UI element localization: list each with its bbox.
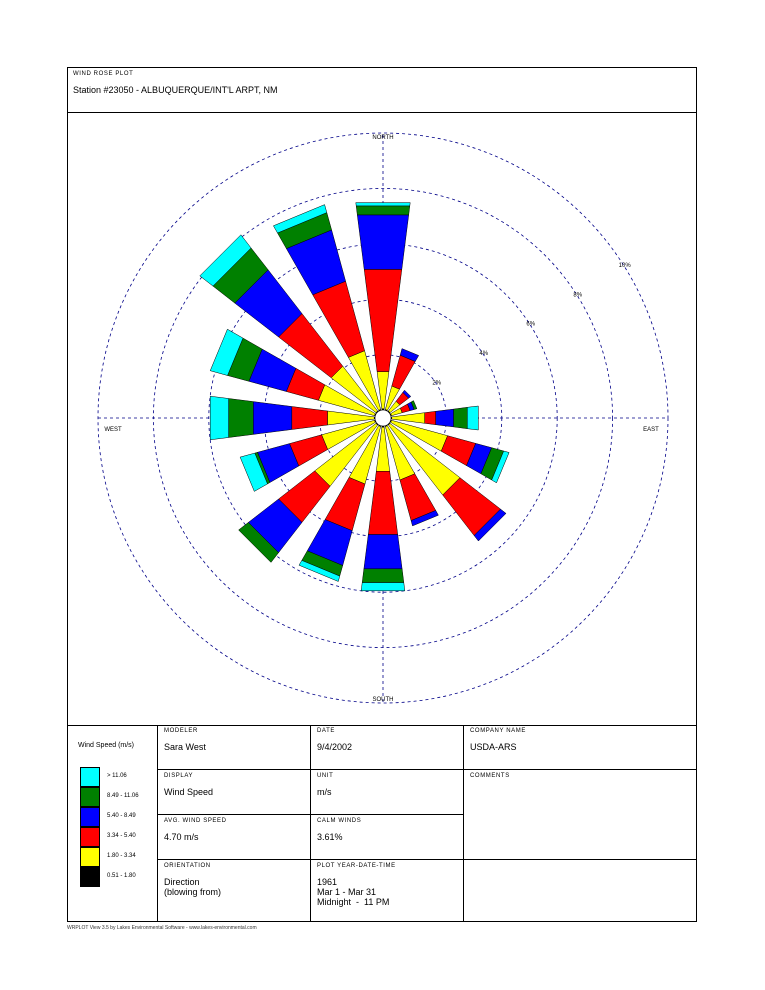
display-label: DISPLAY: [164, 773, 194, 779]
orientation-cell: [158, 860, 311, 922]
wedge-e-bin-5: [467, 406, 478, 430]
calm-circle: [375, 410, 391, 426]
wedge-e-bin-4: [454, 407, 468, 428]
wedge-s-bin-3: [364, 535, 402, 569]
east-label: EAST: [643, 427, 659, 433]
calm-winds-value: 3.61%: [317, 832, 343, 842]
avg-speed-cell: [158, 815, 311, 860]
north-label: NORTH: [372, 135, 394, 141]
legend-item: [80, 827, 160, 847]
legend-title: Wind Speed (m/s): [78, 742, 135, 749]
info-table: [68, 725, 696, 922]
wedge-w-bin-2: [292, 407, 328, 430]
comments-cell: [464, 770, 697, 860]
ring-labels: [432, 263, 631, 386]
wind-rose-frame: [67, 67, 697, 922]
legend-swatch: [80, 847, 100, 867]
calm-winds-cell: [311, 815, 464, 860]
plot-type-label: WIND ROSE PLOT: [73, 71, 134, 77]
legend-item: [80, 847, 160, 867]
date-cell: [311, 725, 464, 770]
unit-cell: [311, 770, 464, 815]
modeler-value: Sara West: [164, 742, 206, 752]
unit-label: UNIT: [317, 773, 334, 779]
wedge-w-bin-4: [229, 399, 254, 438]
wedge-s-bin-4: [362, 569, 404, 583]
legend-label: > 11.06: [107, 773, 127, 779]
ring-label: 6%: [526, 321, 536, 328]
wedge-n-bin-3: [357, 215, 408, 270]
legend-cell: [68, 725, 158, 922]
legend-label: 5.40 - 8.49: [107, 813, 136, 819]
legend-swatch: [80, 827, 100, 847]
display-value: Wind Speed: [164, 787, 214, 797]
legend-swatch: [80, 807, 100, 827]
date-value: 9/4/2002: [317, 742, 353, 752]
blank-cell: [464, 860, 697, 922]
period-value: 1961 Mar 1 - Mar 31 Midnight - 11 PM: [317, 877, 390, 907]
plot-header: [68, 68, 696, 113]
legend-label: 8.49 - 11.06: [107, 793, 139, 799]
modeler-label: MODELER: [164, 728, 198, 734]
wedge-w-bin-3: [253, 402, 291, 435]
west-label: WEST: [104, 427, 122, 433]
legend-item: [80, 767, 160, 787]
wedge-e-bin-3: [436, 409, 454, 427]
legend-item: [80, 867, 160, 887]
legend-swatch: [80, 767, 100, 787]
date-label: DATE: [317, 728, 335, 734]
wedge-s-bin-5: [361, 583, 405, 591]
legend-item: [80, 807, 160, 827]
avg-speed-value: 4.70 m/s: [164, 832, 199, 842]
ring-label: 4%: [479, 351, 489, 358]
legend-swatch: [80, 867, 100, 887]
wedge-nne-bin-2: [392, 355, 415, 389]
station-title: Station #23050 - ALBUQUERQUE/INT'L ARPT, NM: [73, 85, 278, 95]
legend-label: 0.51 - 1.80: [107, 873, 136, 879]
wedge-n-bin-4: [356, 206, 410, 215]
calm-winds-label: CALM WINDS: [317, 818, 362, 824]
wedge-n-bin-5: [356, 203, 410, 206]
ring-label: 8%: [573, 292, 583, 299]
unit-value: m/s: [317, 787, 332, 797]
legend-label: 1.80 - 3.34: [107, 853, 136, 859]
company-label: COMPANY NAME: [470, 728, 526, 734]
legend-label: 3.34 - 5.40: [107, 833, 136, 839]
wind-rose-chart: [68, 113, 698, 725]
legend-item: [80, 787, 160, 807]
legend-swatch: [80, 787, 100, 807]
table-top-border: [68, 725, 696, 726]
orientation-value: Direction (blowing from): [164, 877, 222, 897]
period-cell: [311, 860, 464, 922]
ring-label: 2%: [432, 380, 442, 387]
company-cell: [464, 725, 697, 770]
wedge-e-bin-2: [425, 411, 436, 424]
wedge-w-bin-5: [210, 396, 228, 440]
direction-wedges: [200, 203, 509, 591]
display-cell: [158, 770, 311, 815]
ring-label: 10%: [618, 262, 631, 269]
orientation-label: ORIENTATION: [164, 863, 211, 869]
modeler-cell: [158, 725, 311, 770]
period-label: PLOT YEAR-DATE-TIME: [317, 863, 396, 869]
software-credit: WRPLOT View 3.5 by Lakes Environmental Software - www.lakes-environmental.com: [67, 925, 257, 931]
south-label: SOUTH: [372, 697, 394, 703]
avg-speed-label: AVG. WIND SPEED: [164, 818, 227, 824]
comments-label: COMMENTS: [470, 773, 510, 779]
company-value: USDA-ARS: [470, 742, 517, 752]
